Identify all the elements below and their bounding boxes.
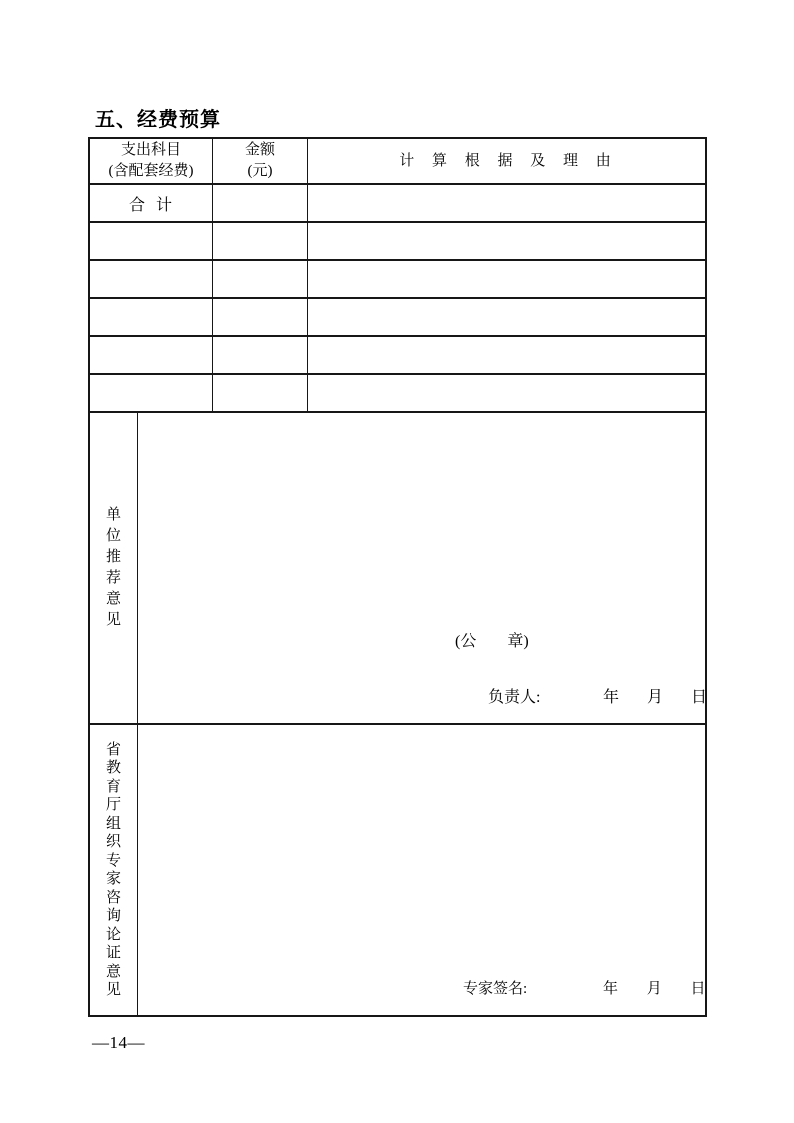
budget-form-table xyxy=(88,137,707,1017)
official-seal-placeholder: (公 章) xyxy=(455,633,529,650)
total-row-subject: 合 计 xyxy=(90,185,213,221)
budget-row-1 xyxy=(90,223,705,261)
col-header-expenditure-subject xyxy=(90,139,213,183)
col-header-expenditure-line2: (含配套经费) xyxy=(108,163,194,179)
budget-row-4-amount-cell xyxy=(213,337,308,373)
col-header-expenditure-line1: 支出科目 xyxy=(120,142,181,158)
budget-row-5-amount-cell xyxy=(213,375,308,411)
budget-row-5-subject-cell xyxy=(90,375,213,411)
expert-signer-label: 专家签名: xyxy=(463,981,528,997)
budget-row-2-subject-cell xyxy=(90,261,213,297)
expert-opinion-label-cell xyxy=(90,725,138,1015)
budget-row-4-subject-cell xyxy=(90,337,213,373)
unit-opinion-label: 单位推荐意见 xyxy=(105,507,121,628)
budget-row-1-basis-cell xyxy=(308,223,705,259)
budget-row-4-basis-cell xyxy=(308,337,705,373)
budget-row-3-subject-cell xyxy=(90,299,213,335)
unit-opinion-label-cell xyxy=(90,413,138,723)
total-row-amount-cell xyxy=(213,185,308,221)
expert-opinion-section xyxy=(90,725,705,1015)
page-number: —14— xyxy=(92,1033,145,1052)
budget-total-row xyxy=(90,185,705,223)
budget-row-3-basis-cell xyxy=(308,299,705,335)
budget-row-2-basis-cell xyxy=(308,261,705,297)
section-title: 五、经费预算 xyxy=(95,109,221,131)
col-header-amount-line2: (元) xyxy=(247,163,273,179)
unit-opinion-content-cell xyxy=(138,413,708,723)
expert-opinion-content-cell xyxy=(138,725,705,1015)
col-header-calculation-basis: 计 算 根 据 及 理 由 xyxy=(399,152,614,169)
budget-row-3-amount-cell xyxy=(213,299,308,335)
expert-date-placeholder: 年 月 日 xyxy=(603,981,706,997)
budget-row-5 xyxy=(90,375,705,413)
unit-signer-label: 负责人: xyxy=(488,689,541,706)
col-header-amount-line1: 金额 xyxy=(244,142,275,158)
unit-date-placeholder: 年 月 日 xyxy=(603,689,708,706)
budget-row-1-amount-cell xyxy=(213,223,308,259)
budget-header-row xyxy=(90,139,705,185)
total-row-basis-cell xyxy=(308,185,705,221)
budget-row-2 xyxy=(90,261,705,299)
expert-opinion-label: 省教育厅组织专家咨询论证意见 xyxy=(105,741,121,998)
budget-row-1-subject-cell xyxy=(90,223,213,259)
col-header-amount xyxy=(213,139,308,183)
unit-opinion-section xyxy=(90,413,708,725)
budget-row-4 xyxy=(90,337,705,375)
budget-row-3 xyxy=(90,299,705,337)
budget-row-2-amount-cell xyxy=(213,261,308,297)
budget-row-5-basis-cell xyxy=(308,375,705,411)
